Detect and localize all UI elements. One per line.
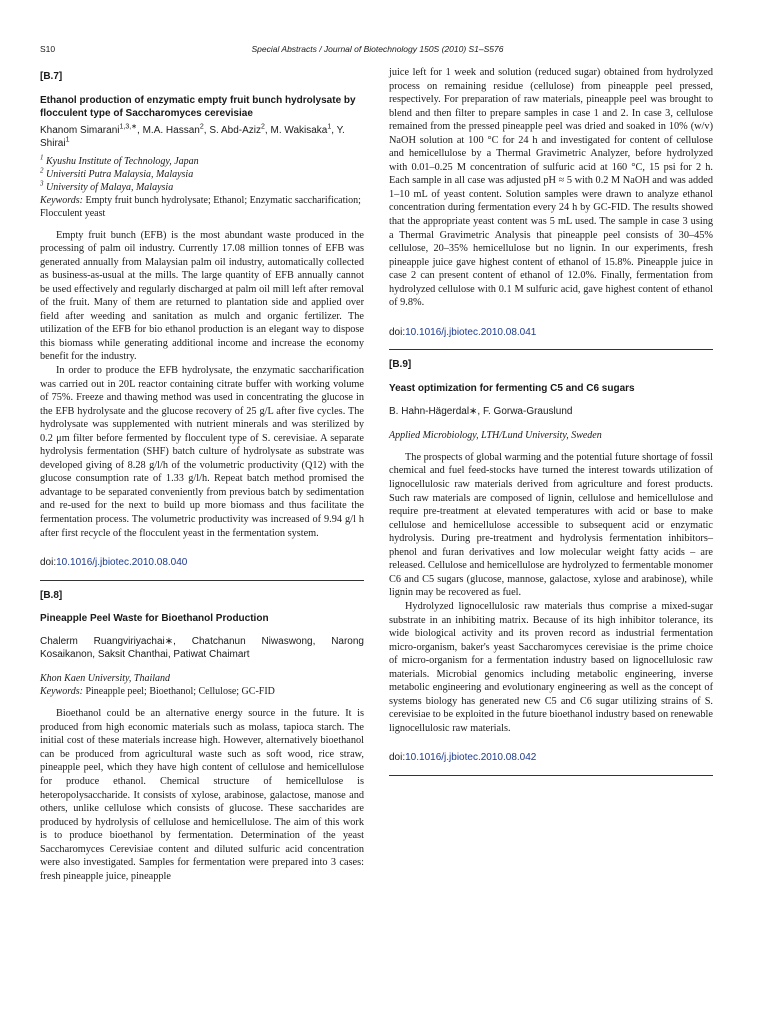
affiliation-b7-1 bbox=[40, 155, 364, 168]
author-sup: 1 bbox=[65, 136, 70, 144]
section-divider bbox=[389, 349, 713, 350]
page-number: S10 bbox=[40, 44, 56, 54]
author-sup: 1 bbox=[327, 123, 332, 131]
aff-text: Universiti Putra Malaysia, Malaysia bbox=[46, 168, 194, 180]
author-list-b8: Chalerm Ruangviriyachai∗, Chatchanun Niwaswong, Narong Kosaikanon, Saksit Chanthai, Patiwat Chaimart bbox=[40, 636, 364, 661]
author: Y. Shirai bbox=[40, 124, 345, 149]
keywords-label: Keywords: bbox=[40, 194, 83, 206]
author: M. Wakisaka bbox=[270, 124, 328, 136]
body-paragraph-continued: juice left for 1 week and solution (reduced sugar) obtained from hydrolyzed process on remaining residue (cellulose) from pineapple peel pressed, respectively. For preparation of raw materials, pineapple peel was brought to blend and then filter to prepare samples in case 1 and 2. In case 3, cellulose remained from the pressed pineapple peel was dried and soaked in 10% (w/v) NaOH solution at 100 °C for 24 h and investigated for content of cellulose and hemicellulose by a Thermal Gravimetric Analyzer, before hydrolyzed with 0.01–0.25 M concentration of sulfuric acid at 160 °C, 15 psi for 2 h. Each sample in all case was adjusted pH ≈ 5 with 0.2 M NaOH and was added 1–10 mL of yeast content. Solution samples were drawn to analyze ethanol concentration during fermentation every 24 h by GC-FID. The results showed that the appropriate yeast content was 5 mL used. The sample in case 3 using a Thermal Gravimetric Analysis that pineapple peel consists of 30–45% cellulose, 20–35% hemicellulose but no lignin. In our experiments, fresh pineapple juice gave highest content of ethanol of 15.8%. Pineapple juice in case 2 can present content of ethanol of 12.0%. Finally, fermentation from hydrolyzed cellulose with 0.1 M sulfuric acid, gave highest content of ethanol of 9.8%. bbox=[389, 67, 713, 309]
author: S. Abd-Aziz bbox=[209, 124, 262, 136]
body-paragraph: Empty fruit bunch (EFB) is the most abundant waste produced in the processing of palm oil industry. Currently 17.08 million tonnes of EFB was generated annually from Malaysian palm oil industry, automatically collected as business-as-usual at the mills. The large quantity of EFB annually cannot be used effectively and regularly discharged at palm oil mill left after removal of the fruit. Many of them are returned to plantation side and applied over field after weeding and sanitation as mulch and organic fertilizer. The utilization of the EFB for bio ethanol production is an elegant way to dispose this biomass while generating additional income and increase the economy benefit for the industry. bbox=[40, 229, 364, 363]
doi-link[interactable]: 10.1016/j.jbiotec.2010.08.040 bbox=[56, 557, 188, 569]
body-paragraph: In order to produce the EFB hydrolysate, the enzymatic saccharification was carried out in 20L reactor containing citrate buffer with working volume of 75%. Freeze and thawing method was used in concentrating the glucose in the EFB hydrolysate and the glucose recovery of 25 g/L after five cycles. The hydrolysate was supplemented with nutrient minerals and was sterilized by 0.2 μm filter before fermented by flocculent type of S. cerevisiae. A separate hydrolysis fermentation (SHF) batch culture of hydrolysate as substrate was developed giving of 8.28 g/l/h of the volumetric productivity (Q12) with the glucose consumption rate of 1.33 g/l/h. Repeat batch method promised the advantage to be separated conveniently from previous batch by sedimentation and re-used for the next to build up more biomass and thus facilitate the fermentation process. The volumetric productivity was increased of 9.94 g/l h after first recycle of the flocculent yeast in the fermentation system. bbox=[40, 365, 364, 539]
page-header bbox=[40, 44, 715, 58]
abstract-title-b8: Pineapple Peel Waste for Bioethanol Production bbox=[40, 613, 269, 625]
abstract-id-b9: [B.9] bbox=[389, 359, 412, 371]
affiliation-b7-2 bbox=[40, 168, 364, 181]
aff-sup: 3 bbox=[40, 179, 44, 188]
abstract-title-b7: Ethanol production of enzymatic empty fruit bunch hydrolysate by flocculent type of Saccharomyces cerevisiae bbox=[40, 94, 356, 119]
doi-b7 bbox=[40, 556, 364, 570]
aff-sup: 1 bbox=[40, 153, 44, 162]
doi-label: doi: bbox=[389, 326, 406, 338]
affiliation-b8: Khon Kaen University, Thailand bbox=[40, 673, 170, 685]
abstract-title-b9: Yeast optimization for fermenting C5 and C6 sugars bbox=[389, 382, 635, 394]
doi-link[interactable]: 10.1016/j.jbiotec.2010.08.042 bbox=[405, 752, 537, 764]
doi-label: doi: bbox=[40, 557, 57, 569]
author-sup: 1,3,∗ bbox=[119, 123, 138, 131]
keywords-b8 bbox=[40, 685, 364, 698]
author: Khanom Simarani bbox=[40, 124, 120, 136]
abstract-id-b7: [B.7] bbox=[40, 71, 63, 82]
aff-sup: 2 bbox=[40, 166, 44, 175]
doi-b9 bbox=[389, 751, 713, 765]
author: M.A. Hassan bbox=[142, 124, 200, 136]
author-list-b7: Khanom Simarani$^{1,3,∗}$, M.A. Hassan$^2$, S. Abd-Aziz$^2$, M. Wakisaka$^1$, Y. Shirai$^1$ bbox=[40, 123, 345, 149]
body-paragraph: Hydrolyzed lignocellulosic raw materials thus comprise a mixed-sugar substrate in an inhibiting matrix. Because of its high inhibitor tolerance, its wide biological activity and its proven record as industrial fermentation micro-organism, baker's yeast Saccharomyces cerevisiae is the prime choice of micro-organism for a fermentation industry based on lignocellulosic raw materials. Microbial genomics including metabolic engineering, inverse metabolic engineering and evolutionary engineering as well as the concept of systems biology has generated new C5 and C6 sugar utilizing strains of S. cerevisiae to be exploited in the future bioethanol industry based on renewable lignocellulosic raw materials. bbox=[389, 600, 713, 734]
doi-link[interactable]: 10.1016/j.jbiotec.2010.08.041 bbox=[405, 326, 537, 338]
aff-text: Kyushu Institute of Technology, Japan bbox=[46, 155, 199, 167]
author-list-b9: B. Hahn-Hägerdal∗, F. Gorwa-Grauslund bbox=[389, 405, 573, 417]
author-sup: 2 bbox=[199, 123, 204, 131]
keywords-b7 bbox=[40, 194, 364, 220]
keywords-label: Keywords: bbox=[40, 686, 83, 698]
author-sup: 2 bbox=[261, 123, 265, 131]
keywords-text: Pineapple peel; Bioethanol; Cellulose; GC-FID bbox=[85, 686, 275, 698]
journal-running-title: Special Abstracts / Journal of Biotechnology 150S (2010) S1–S576 bbox=[251, 44, 504, 54]
abstract-id-b8: [B.8] bbox=[40, 589, 63, 601]
right-column bbox=[389, 66, 713, 784]
section-divider bbox=[389, 775, 713, 776]
left-column bbox=[40, 66, 364, 883]
body-paragraph: Bioethanol could be an alternative energy source in the future. It is produced from high economic materials such as molass, tapioca starch. The initial cost of these materials increase high. However, alternatively bioethanol can be produced from agricultural waste such as soft wood, rice straw, pineapple peel, which they have high content of cellulose and hemicellulose for produce ethanol. Chemical structure of hemicellulose is heteropolysaccharide. It consists of xylose, arabinose, galactose, manose and others, unlike cellulose which consists of glucose. These saccharides are produced by hydrolysis of cellulose and hemicellulose. The aim of this work is to produce bioethanol by fermentation. Determination of the yeast Saccharomyces Cerevisiae content and diluted sulfuric acid concentration were also investigated. Samples for fermentation were prepared into 3 cases: fresh pineapple juice, pineapple bbox=[40, 708, 364, 882]
keywords-text: Empty fruit bunch hydrolysate; Ethanol; Enzymatic saccharification; Flocculent yeast bbox=[40, 194, 361, 219]
aff-text: University of Malaya, Malaysia bbox=[46, 181, 174, 193]
affiliation-b9: Applied Microbiology, LTH/Lund University, Sweden bbox=[389, 429, 602, 441]
doi-label: doi: bbox=[389, 752, 406, 764]
doi-b8 bbox=[389, 326, 713, 340]
body-paragraph: The prospects of global warming and the potential future shortage of fossil chemical and fuel feed-stocks have turned the interest towards utilization of lignocellulosic raw materials derived from agriculture and forest products. Such raw materials are composed of lignin, cellulose and hemicellulose and require pre-treatment at elevated temperatures with acid or base to make cellulose and hemicellulose accessible to subsequent acid or enzymatic hydrolysis. During pre-treatment and hydrolysis fermentation inhibitors–phenol and furan derivatives and low molecular weight fatty acids – are released. Cellulose and hemicellulose are hydrolyzed to fermentable monomer C6 and C5 sugars (glucose, mannose, galactose, xylose and arabinose), while lignin may be recovered as fuel. bbox=[389, 451, 713, 599]
section-divider bbox=[40, 580, 364, 581]
affiliation-b7-3 bbox=[40, 181, 364, 194]
